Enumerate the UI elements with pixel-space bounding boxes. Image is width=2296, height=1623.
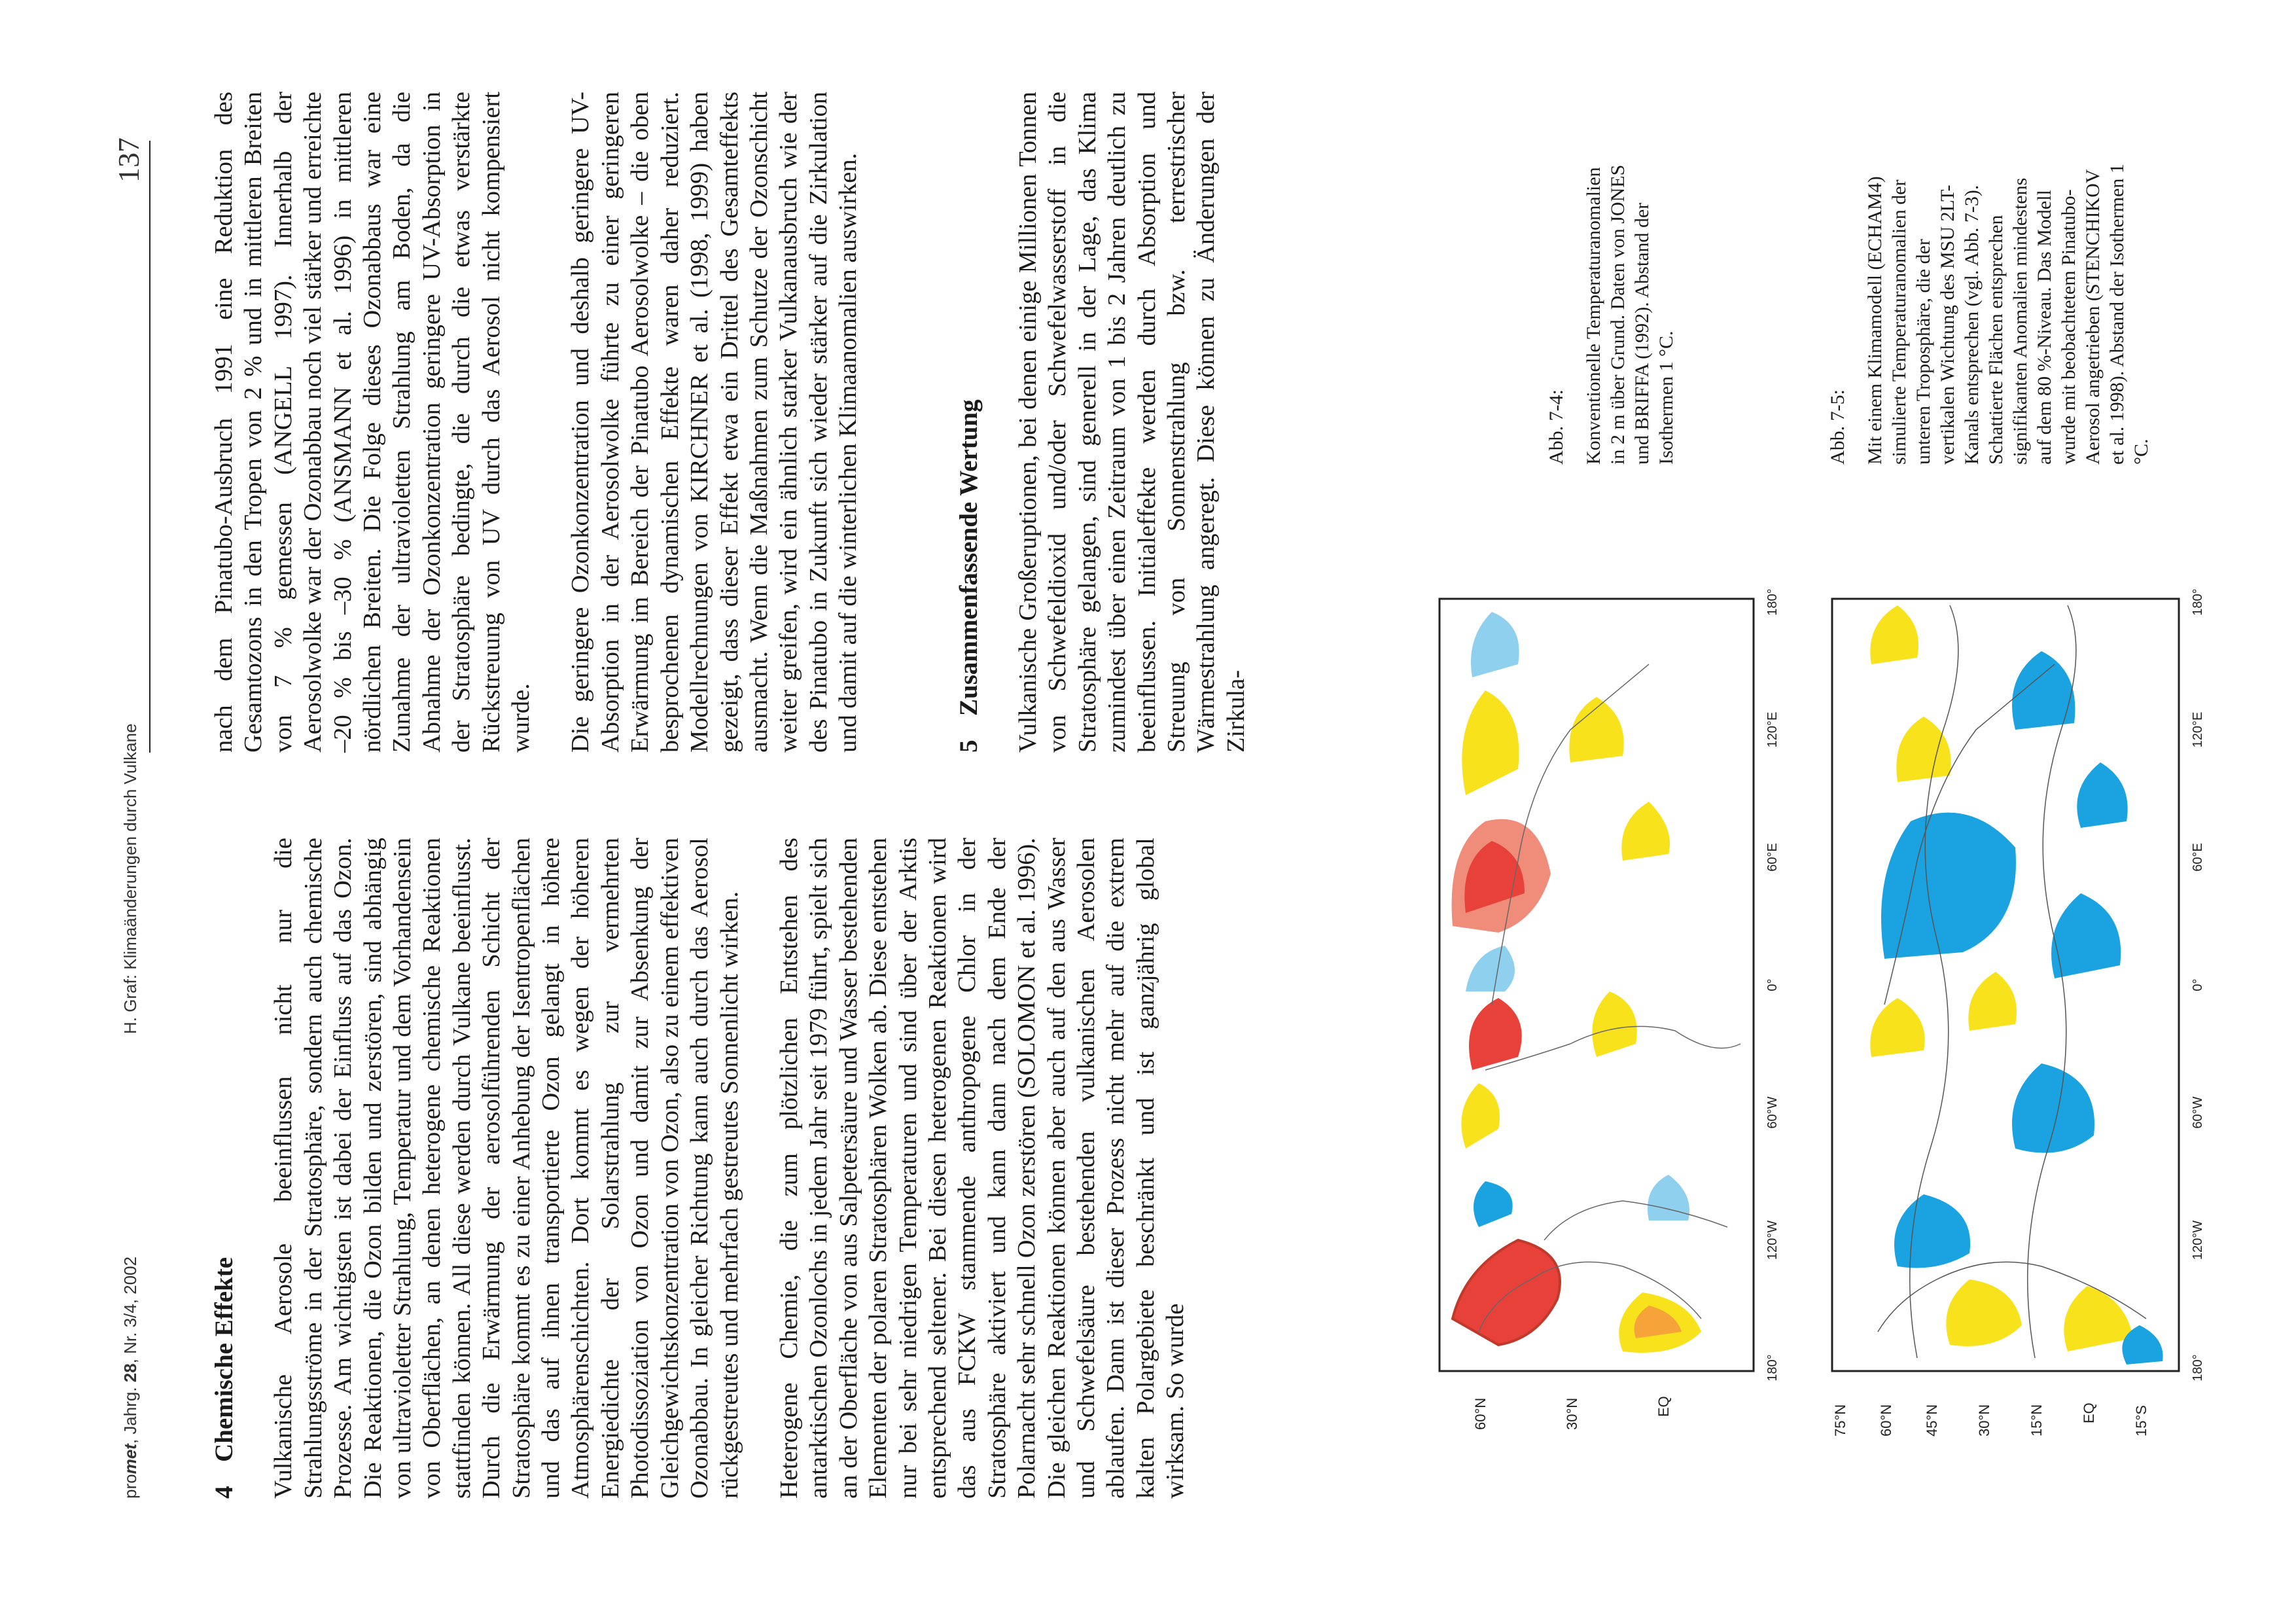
journal-year-label: , Jahrg. [120, 1382, 140, 1444]
lon-label: 60°W [2191, 1096, 2205, 1129]
journal-header [120, 1257, 141, 1499]
lat-label: EQ [2081, 1402, 2097, 1423]
lat-label: 60°N [1878, 1404, 1894, 1436]
section-heading-5 [954, 92, 983, 753]
lon-label: 60°E [2191, 843, 2205, 872]
longitude-labels [2191, 588, 2205, 1381]
lon-label: 120°E [1765, 711, 1780, 748]
lon-label: 180° [1765, 588, 1780, 616]
caption-label: Abb. 7-4: [1545, 389, 1567, 465]
paragraph: Vulkanische Großeruptionen, bei denen einige Millionen Tonnen von Schwefeldioxid und/oder Schwefelwasserstoff in die Stratosphäre gelangen, sind generell in der Lage, das Klima zumindest über einen Zeitraum von 1 bis 2 Jahren deutlich zu beeinflussen. Initialeffekte werden durch Absorption und Streuung von Sonnenstrahlung bzw. terrestrischer Wärmestrahlung angeregt. Diese können zu Änderungen der Zirkula- [1014, 92, 1250, 753]
running-title: H. Graf: Klimaänderungen durch Vulkane [120, 723, 140, 1034]
section-number: 4 [210, 1486, 238, 1499]
lat-label: 15°S [2133, 1405, 2149, 1436]
lon-label: 60°E [1765, 843, 1780, 872]
latitude-labels [1472, 1396, 1672, 1430]
figure-caption-7-4 [1544, 164, 1678, 465]
lat-label: 75°N [1832, 1404, 1848, 1436]
paragraph: Die geringere Ozonkonzentration und deshalb geringere UV-Absorption in der Aerosolwolke führte zu einer geringeren Erwärmung im Bereich der Pinatubo Aerosolwolke – die oben besprochenen dynamischen Effekte waren daher reduziert. Modellrechnungen von KIRCHNER et al. (1998, 1999) haben gezeigt, dass dieser Effekt etwa ein Drittel des Gesamteffekts ausmacht. Wenn die Maßnahmen zum Schutze der Ozonschicht weiter greifen, wird ein ähnlich starker Vulkanausbruch wie der des Pinatubo in Zukunft sich wieder stärker auf die Zirkulation und damit auf die winterlichen Klimaanomalien auswirken. [567, 92, 862, 753]
lat-label: 15°N [2028, 1404, 2045, 1436]
section-title: Zusammenfassende Wertung [954, 399, 983, 716]
text-column-left [209, 838, 1191, 1499]
paragraph: Vulkanische Aerosole beeinflussen nicht nur die Strahlungsströme in der Stratosphäre, sondern auch chemische Prozesse. Am wichtigsten ist dabei der Einfluss auf das Ozon. Die Reaktionen, die Ozon bilden und zerstören, sind abhängig von ultravioletter Strahlung, Temperatur und dem Vorhandensein von Oberflächen, an denen heterogene chemische Reaktionen stattfinden können. All diese werden durch Vulkane beeinflusst. Durch die Erwärmung der aerosolführenden Schicht der Stratosphäre kommt es zu einer Anhebung der Isentropenflächen und das auf ihnen transportierte Ozon gelangt in höhere Atmosphärenschichten. Dort kommt es wegen der höheren Energiedichte der Solarstrahlung zur vermehrten Photodissoziation von Ozon und damit zur Absenkung der Gleichgewichtskonzentration von Ozon, also zu einem effektiven Ozonabbau. In gleicher Richtung kann auch durch das Aerosol rückgestreutes und mehrfach gestreutes Sonnenlicht wirken. [270, 838, 743, 1499]
lon-label: 0° [2191, 978, 2205, 991]
caption-label: Abb. 7-5: [1827, 389, 1848, 465]
lon-label: 180° [2191, 1354, 2205, 1382]
header-rule [149, 141, 150, 753]
lon-label: 120°E [2191, 711, 2205, 748]
journal-name-met: met [120, 1444, 140, 1474]
paragraph: nach dem Pinatubo-Ausbruch 1991 eine Reduktion des Gesamtozons in den Tropen von 2 % und in mittleren Breiten von 7 % gemessen (ANGELL 1997). Innerhalb der Aerosolwolke war der Ozonabbau noch viel stärker und erreichte –20 % bis –30 % (ANSMANN et al. 1996) in mittleren nördlichen Breiten. Die Folge dieses Ozonabbaus war eine Zunahme der ultravioletten Strahlung am Boden, da die Abnahme der Ozonkonzentration geringere UV-Absorption in der Stratosphäre bedingte, die durch die etwas verstärkte Rückstreuung von UV durch das Aerosol nicht kompensiert wurde. [210, 92, 535, 753]
journal-volume: 28 [120, 1363, 140, 1383]
lat-label: 30°N [1976, 1404, 1992, 1436]
paragraph: Heterogene Chemie, die zum plötzlichen Entstehen des antarktischen Ozonlochs in jedem Jahr seit 1979 führt, spielt sich an der Oberfläche von aus Salpetersäure und Wasser bestehenden Elementen der polaren Stratosphären Wolken ab. Diese entstehen nur bei sehr niedrigen Temperaturen und sind über der Arktis entsprechend seltener. Bei diesen heterogenen Reaktionen wird das aus FCKW stammende anthropogene Chlor in der Stratosphäre aktiviert und kann dann nach dem Ende der Polarnacht sehr schnell Ozon zerstören (SOLOMON et al. 1996). Die gleichen Reaktionen können aber auch auf den aus Wasser und Schwefelsäure bestehenden vulkanischen Aerosolen ablaufen. Dann ist dieser Prozess nicht mehr auf die extrem kalten Polargebiete beschränkt und ist ganzjährig global wirksam. So wurde [775, 838, 1190, 1499]
lat-label: 30°N [1564, 1397, 1580, 1430]
section-title: Chemische Effekte [210, 1257, 238, 1462]
lat-label: EQ [1655, 1396, 1672, 1417]
figure-temperature-anomaly-model [1819, 546, 2225, 1515]
caption-text: Mit einem Klimamodell (ECHAM4) simulierte Temperaturanomalien der unteren Troposphäre, die der vertikalen Wichtung des MSU 2LT-Kanals entsprechen (vgl. Abb. 7-3). Schattierte Flächen entsprechen signifikanten Anomalien mindestens auf dem 80 %-Niveau. Das Modell wurde mit beobachtetem Pinatubo-Aerosol angetrieben (STENCHIKOV et al. 1998). Abstand der Isothermen 1 °C. [1864, 164, 2152, 465]
section-heading-4 [209, 838, 239, 1499]
journal-name-pro: pro [120, 1474, 140, 1499]
caption-text: Konventionelle Temperaturanomalien in 2 m über Grund. Daten von JONES und BRIFFA (1992). Abstand der Isothermen 1 °C. [1583, 164, 1677, 465]
lon-label: 120°W [1765, 1220, 1780, 1260]
lon-label: 180° [2191, 588, 2205, 616]
lon-label: 60°W [1765, 1096, 1780, 1129]
page-number: 137 [112, 137, 145, 183]
lon-label: 0° [1765, 978, 1780, 991]
lat-label: 45°N [1924, 1404, 1940, 1436]
lat-label: 60°N [1472, 1397, 1489, 1430]
text-column-right [209, 92, 1251, 753]
lon-label: 180° [1765, 1354, 1780, 1382]
latitude-labels [1832, 1402, 2149, 1436]
journal-issue: , Nr. 3/4, 2002 [120, 1256, 140, 1364]
longitude-labels [1765, 588, 1780, 1381]
figure-temperature-anomaly-observed [1426, 546, 1806, 1515]
lon-label: 120°W [2191, 1220, 2205, 1260]
figure-caption-7-5 [1826, 164, 2153, 465]
section-number: 5 [954, 740, 983, 753]
